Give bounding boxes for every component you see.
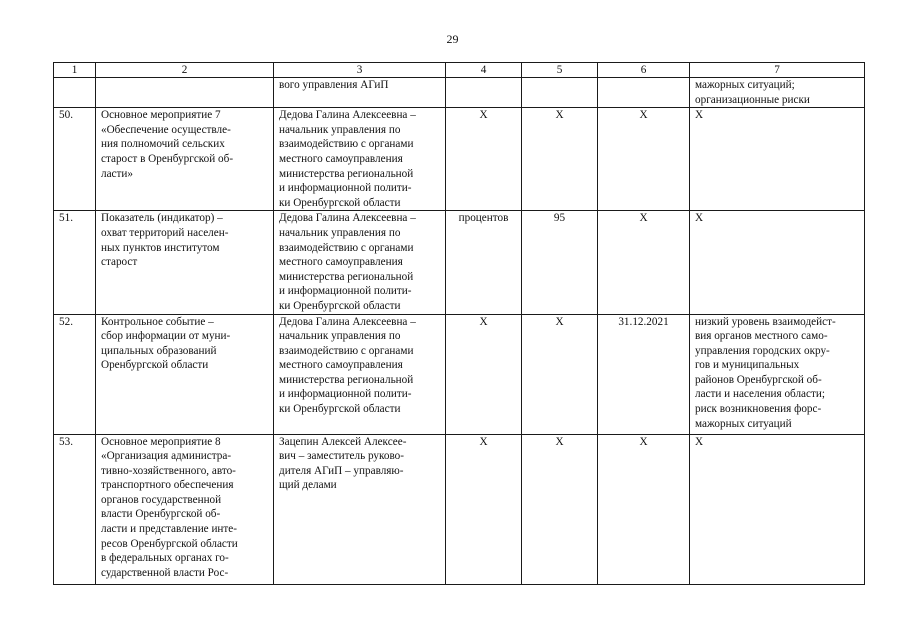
measure-name-cell: Контрольное событие – сбор информации от муни- ципальных образований Оренбургской области (96, 314, 274, 434)
date-cell: 31.12.2021 (598, 314, 690, 434)
column-header: 5 (522, 63, 598, 78)
unit-cell: процентов (446, 211, 522, 314)
table-row (54, 211, 865, 314)
responsible-cell: Зацепин Алексей Алексее- вич – заместитель руково- дителя АГиП – управляю- щий делами (274, 434, 446, 584)
unit-cell (446, 78, 522, 108)
value-cell: Х (522, 434, 598, 584)
row-number-cell: 53. (54, 434, 96, 584)
page-number: 29 (446, 32, 459, 46)
row-number-cell: 50. (54, 108, 96, 211)
measure-name-cell: Основное мероприятие 8 «Организация администра- тивно-хозяйственного, авто- транспортного обеспечения органов государственной власти Оренбургской об- ласти и представление инте- ресов Оренбургской области в федеральных органах го- сударственной власти Рос- (96, 434, 274, 584)
date-cell: Х (598, 211, 690, 314)
column-header: 7 (690, 63, 865, 78)
responsible-cell: Дедова Галина Алексеевна – начальник управления по взаимодействию с органами местного самоуправления министерства региональной и информационной полити- ки Оренбургской области (274, 108, 446, 211)
measure-name-cell: Показатель (индикатор) – охват территорий населен- ных пунктов институтом старост (96, 211, 274, 314)
responsible-cell: вого управления АГиП (274, 78, 446, 108)
value-cell: 95 (522, 211, 598, 314)
measure-name-cell: Основное мероприятие 7 «Обеспечение осуществле- ния полномочий сельских старост в Оренбургской об- ласти» (96, 108, 274, 211)
date-cell: Х (598, 108, 690, 211)
unit-cell: Х (446, 434, 522, 584)
column-header: 3 (274, 63, 446, 78)
value-cell: Х (522, 108, 598, 211)
value-cell: Х (522, 314, 598, 434)
table-row (54, 108, 865, 211)
date-cell: Х (598, 434, 690, 584)
table-row-continuation (54, 78, 865, 108)
measures-table (53, 62, 865, 585)
risks-cell: Х (690, 434, 865, 584)
value-cell (522, 78, 598, 108)
column-header: 4 (446, 63, 522, 78)
column-header: 1 (54, 63, 96, 78)
date-cell (598, 78, 690, 108)
unit-cell: Х (446, 108, 522, 211)
unit-cell: Х (446, 314, 522, 434)
responsible-cell: Дедова Галина Алексеевна – начальник управления по взаимодействию с органами местного самоуправления министерства региональной и информационной полити- ки Оренбургской области (274, 314, 446, 434)
row-number-cell: 52. (54, 314, 96, 434)
column-header: 2 (96, 63, 274, 78)
table-row (54, 434, 865, 584)
table-header-row (54, 63, 865, 78)
row-number-cell: 51. (54, 211, 96, 314)
risks-cell: мажорных ситуаций; организационные риски (690, 78, 865, 108)
responsible-cell: Дедова Галина Алексеевна – начальник управления по взаимодействию с органами местного самоуправления министерства региональной и информационной полити- ки Оренбургской области (274, 211, 446, 314)
risks-cell: Х (690, 211, 865, 314)
risks-cell: Х (690, 108, 865, 211)
row-number-cell (54, 78, 96, 108)
measure-name-cell (96, 78, 274, 108)
column-header: 6 (598, 63, 690, 78)
risks-cell: низкий уровень взаимодейст- вия органов местного само- управления городских окру- гов и муниципальных районов Оренбургской об- ласти и населения области; риск возникновения форс- мажорных ситуаций (690, 314, 865, 434)
table-row (54, 314, 865, 434)
